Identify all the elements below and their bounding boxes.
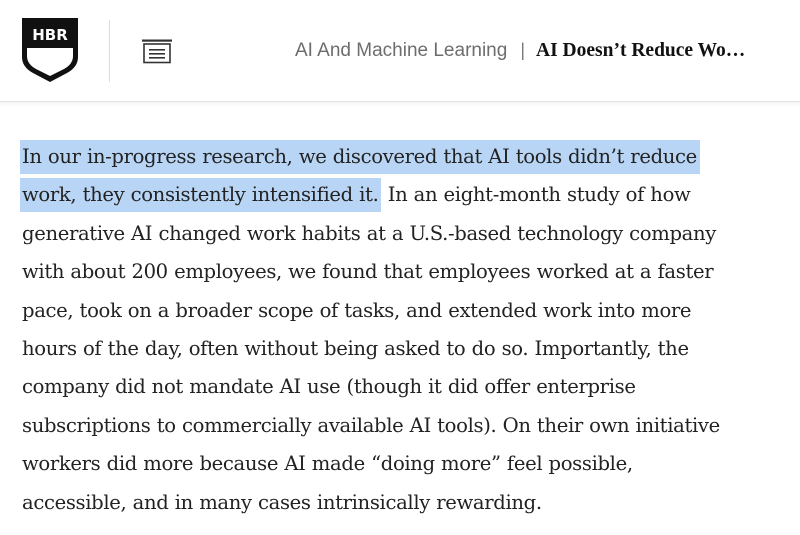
text-line	[22, 215, 782, 253]
article-paragraph	[22, 138, 782, 522]
text-line	[22, 368, 782, 406]
article-title: AI Doesn’t Reduce Wo…	[536, 40, 746, 61]
text-line	[22, 330, 782, 368]
text-line	[22, 138, 782, 176]
text-line	[22, 292, 782, 330]
text-line-content: pace, took on a broader scope of tasks, and extended work into more	[22, 298, 692, 322]
text-line-content: company did not mandate AI use (though it did offer enterprise	[22, 375, 636, 399]
breadcrumb-section-link[interactable]: AI And Machine Learning	[295, 40, 508, 61]
text-line	[22, 484, 782, 522]
header-divider	[109, 20, 110, 82]
text-line	[22, 407, 782, 445]
text-line-content: subscriptions to commercially available AI tools). On their own initiative	[22, 413, 720, 437]
hbr-logo[interactable]	[21, 17, 79, 83]
text-line-content: hours of the day, often without being asked to do so. Importantly, the	[22, 337, 689, 361]
logo-text: HBR	[32, 26, 68, 44]
text-line-content: generative AI changed work habits at a U.S.-based technology company	[22, 221, 716, 245]
text-line-content: accessible, and in many cases intrinsically rewarding.	[22, 490, 542, 514]
selected-text[interactable]: In our in-progress research, we discovered that AI tools didn’t reduce	[20, 140, 700, 174]
text-line	[22, 253, 782, 291]
site-header	[0, 0, 800, 102]
text-line-content: with about 200 employees, we found that employees worked at a faster	[22, 260, 714, 284]
text-line-content: In an eight-month study of how	[381, 183, 691, 207]
text-line	[22, 445, 782, 483]
article-body	[22, 138, 782, 522]
text-line-content: workers did more because AI made “doing more” feel possible,	[22, 452, 633, 476]
menu-icon[interactable]	[140, 38, 174, 64]
hamburger-icon	[140, 38, 174, 64]
breadcrumb	[295, 38, 745, 64]
selected-text[interactable]: work, they consistently intensified it.	[20, 178, 381, 212]
breadcrumb-separator: |	[520, 39, 525, 60]
text-line	[22, 176, 782, 214]
